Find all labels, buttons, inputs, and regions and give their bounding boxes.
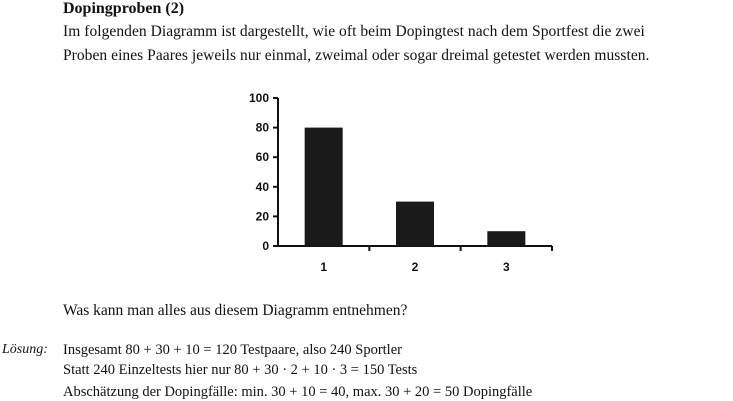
intro-text-line-2: Proben eines Paares jeweils nur einmal, zweimal oder sogar dreimal getestet werden mussten. — [63, 47, 650, 64]
solution-line-2: Statt 240 Einzeltests hier nur 80 + 30 · 2 + 10 · 3 = 150 Tests — [63, 362, 418, 378]
y-tick-label: 60 — [255, 150, 269, 165]
question-text: Was kann man alles aus diesem Diagramm entnehmen? — [63, 302, 408, 319]
y-tick-label: 40 — [255, 179, 269, 194]
bar-chart — [230, 88, 570, 288]
x-axis — [278, 246, 552, 274]
x-tick-label: 1 — [320, 260, 328, 274]
bars — [305, 128, 526, 246]
bar-3 — [487, 231, 525, 246]
solution-label: Lösung: — [2, 342, 48, 357]
y-tick-label: 80 — [255, 120, 269, 135]
bar-2 — [396, 202, 434, 246]
solution-line-1: Insgesamt 80 + 30 + 10 = 120 Testpaare, also 240 Sportler — [63, 342, 402, 358]
x-tick-label: 2 — [411, 260, 419, 274]
exercise-title: Dopingproben (2) — [63, 0, 185, 17]
solution-line-3: Abschätzung der Dopingfälle: min. 30 + 10 = 40, max. 30 + 20 = 50 Dopingfälle — [63, 384, 533, 400]
y-tick-label: 20 — [255, 209, 269, 224]
intro-text-line-1: Im folgenden Diagramm ist dargestellt, wie oft beim Dopingtest nach dem Sportfest die zwei — [63, 23, 645, 40]
y-tick-label: 100 — [248, 91, 269, 105]
x-tick-label: 3 — [502, 260, 510, 274]
y-tick-label: 0 — [262, 239, 269, 253]
y-axis — [249, 91, 278, 253]
bar-1 — [305, 128, 343, 246]
